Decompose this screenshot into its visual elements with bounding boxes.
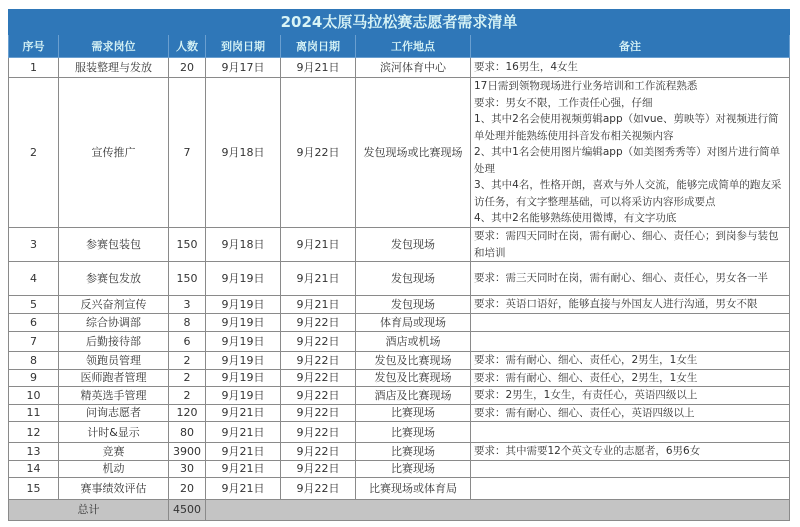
cell-notes (471, 296, 790, 314)
table-row (9, 460, 790, 477)
cell-notes (471, 332, 790, 352)
cell-count: 20 (169, 477, 206, 499)
cell-leave: 9月22日 (281, 387, 356, 405)
cell-notes (471, 477, 790, 499)
cell-notes (471, 228, 790, 262)
table-title: 2024太原马拉松赛志愿者需求清单 (9, 10, 790, 35)
total-empty (206, 499, 790, 520)
cell-role: 参赛包发放 (59, 262, 169, 296)
cell-arrive: 9月19日 (206, 314, 281, 332)
table-row (9, 477, 790, 499)
cell-leave: 9月22日 (281, 422, 356, 443)
cell-role: 医师跑者管理 (59, 369, 169, 387)
cell-role: 宣传推广 (59, 78, 169, 228)
cell-count: 120 (169, 404, 206, 422)
cell-place: 发包现场或比赛现场 (356, 78, 471, 228)
cell-arrive: 9月17日 (206, 58, 281, 78)
cell-notes (471, 262, 790, 296)
note-line: 2、其中1名会使用图片编辑app（如美图秀秀等）对图片进行简单处理 (474, 146, 781, 175)
total-row (9, 499, 790, 520)
cell-role: 问询志愿者 (59, 404, 169, 422)
cell-place: 发包及比赛现场 (356, 369, 471, 387)
cell-count: 7 (169, 78, 206, 228)
total-label: 总计 (9, 499, 169, 520)
table-row (9, 262, 790, 296)
cell-notes (471, 78, 790, 228)
cell-place: 滨河体育中心 (356, 58, 471, 78)
cell-place: 发包现场 (356, 296, 471, 314)
cell-notes (471, 443, 790, 461)
cell-no: 2 (9, 78, 59, 228)
cell-arrive: 9月21日 (206, 477, 281, 499)
column-header-no: 序号 (9, 35, 59, 58)
cell-role: 反兴奋剂宣传 (59, 296, 169, 314)
cell-leave: 9月22日 (281, 460, 356, 477)
table-row (9, 422, 790, 443)
cell-role: 参赛包装包 (59, 228, 169, 262)
cell-place: 体育局或现场 (356, 314, 471, 332)
cell-notes (471, 369, 790, 387)
note-line: 要求：2男生，1女生，有责任心，英语四级以上 (474, 389, 698, 401)
cell-count: 6 (169, 332, 206, 352)
cell-count: 150 (169, 228, 206, 262)
column-header-count: 人数 (169, 35, 206, 58)
cell-role: 综合协调部 (59, 314, 169, 332)
cell-place: 发包现场 (356, 262, 471, 296)
cell-leave: 9月22日 (281, 78, 356, 228)
cell-leave: 9月22日 (281, 477, 356, 499)
cell-no: 3 (9, 228, 59, 262)
cell-count: 3900 (169, 443, 206, 461)
cell-arrive: 9月18日 (206, 78, 281, 228)
table-row (9, 296, 790, 314)
cell-leave: 9月22日 (281, 369, 356, 387)
cell-role: 计时&显示 (59, 422, 169, 443)
cell-no: 8 (9, 352, 59, 370)
cell-place: 比赛现场 (356, 460, 471, 477)
cell-leave: 9月21日 (281, 228, 356, 262)
table-row (9, 443, 790, 461)
cell-count: 2 (169, 352, 206, 370)
note-line: 要求：需有耐心、细心、责任心，2男生，1女生 (474, 354, 698, 366)
cell-role: 服装整理与发放 (59, 58, 169, 78)
cell-role: 机动 (59, 460, 169, 477)
cell-role: 领跑员管理 (59, 352, 169, 370)
note-line: 1、其中2名会使用视频剪辑app（如vue、剪映等）对视频进行简单处理并能熟练使用抖音发布相关视频内容 (474, 113, 779, 142)
cell-no: 4 (9, 262, 59, 296)
cell-notes (471, 404, 790, 422)
table-row (9, 78, 790, 228)
cell-arrive: 9月19日 (206, 332, 281, 352)
cell-role: 后勤接待部 (59, 332, 169, 352)
table-row (9, 404, 790, 422)
cell-count: 3 (169, 296, 206, 314)
cell-role: 精英选手管理 (59, 387, 169, 405)
cell-leave: 9月21日 (281, 296, 356, 314)
total-count: 4500 (169, 499, 206, 520)
table-row (9, 58, 790, 78)
cell-role: 竞赛 (59, 443, 169, 461)
table-row (9, 314, 790, 332)
cell-count: 2 (169, 387, 206, 405)
cell-leave: 9月21日 (281, 58, 356, 78)
column-header-role: 需求岗位 (59, 35, 169, 58)
cell-no: 10 (9, 387, 59, 405)
cell-notes (471, 58, 790, 78)
note-line: 要求：英语口语好，能够直接与外国友人进行沟通，男女不限 (474, 298, 758, 311)
note-line: 要求：需有耐心、细心、责任心，英语四级以上 (474, 406, 695, 419)
volunteer-table (8, 9, 790, 521)
cell-count: 150 (169, 262, 206, 296)
note-line: 4、其中2名能够熟练使用微博，有文字功底 (474, 212, 677, 225)
cell-place: 比赛现场 (356, 404, 471, 422)
cell-no: 5 (9, 296, 59, 314)
cell-arrive: 9月19日 (206, 369, 281, 387)
cell-arrive: 9月19日 (206, 352, 281, 370)
cell-place: 比赛现场 (356, 422, 471, 443)
cell-leave: 9月22日 (281, 314, 356, 332)
cell-place: 酒店及比赛现场 (356, 387, 471, 405)
cell-notes (471, 314, 790, 332)
cell-no: 7 (9, 332, 59, 352)
note-line: 要求：其中需要12个英文专业的志愿者，6男6女 (474, 445, 701, 457)
cell-leave: 9月22日 (281, 352, 356, 370)
cell-count: 20 (169, 58, 206, 78)
cell-leave: 9月22日 (281, 332, 356, 352)
cell-count: 80 (169, 422, 206, 443)
table-row (9, 387, 790, 405)
note-line: 3、其中4名，性格开朗，喜欢与外人交流，能够完成简单的跑友采访任务，有文字整理基础，可以将采访内容形成要点 (474, 179, 782, 208)
table-row (9, 352, 790, 370)
cell-place: 发包现场 (356, 228, 471, 262)
cell-arrive: 9月21日 (206, 460, 281, 477)
table-row (9, 369, 790, 387)
cell-notes (471, 422, 790, 443)
cell-leave: 9月22日 (281, 404, 356, 422)
cell-notes (471, 460, 790, 477)
cell-notes (471, 387, 790, 405)
cell-no: 11 (9, 404, 59, 422)
cell-arrive: 9月19日 (206, 296, 281, 314)
cell-no: 13 (9, 443, 59, 461)
cell-no: 15 (9, 477, 59, 499)
column-header-leave: 离岗日期 (281, 35, 356, 58)
cell-no: 9 (9, 369, 59, 387)
cell-leave: 9月21日 (281, 262, 356, 296)
note-line: 要求：男女不限，工作责任心强，仔细 (474, 96, 653, 109)
note-line: 要求：需四天同时在岗，需有耐心、细心、责任心；到岗参与装包和培训 (474, 230, 779, 259)
cell-place: 发包及比赛现场 (356, 352, 471, 370)
cell-arrive: 9月21日 (206, 422, 281, 443)
cell-arrive: 9月19日 (206, 262, 281, 296)
column-header-arrive: 到岗日期 (206, 35, 281, 58)
cell-count: 2 (169, 369, 206, 387)
cell-leave: 9月22日 (281, 443, 356, 461)
table-row (9, 228, 790, 262)
column-header-notes: 备注 (471, 35, 790, 58)
cell-arrive: 9月18日 (206, 228, 281, 262)
cell-arrive: 9月21日 (206, 404, 281, 422)
cell-place: 比赛现场 (356, 443, 471, 461)
table-row (9, 332, 790, 352)
cell-role: 赛事绩效评估 (59, 477, 169, 499)
cell-notes (471, 352, 790, 370)
cell-place: 比赛现场或体育局 (356, 477, 471, 499)
note-line: 要求：需有耐心、细心、责任心，2男生，1女生 (474, 371, 698, 384)
cell-count: 30 (169, 460, 206, 477)
cell-place: 酒店或机场 (356, 332, 471, 352)
cell-count: 8 (169, 314, 206, 332)
note-line: 要求：需三天同时在岗，需有耐心、细心、责任心，男女各一半 (474, 272, 768, 285)
note-line: 要求：16男生，4女生 (474, 61, 579, 74)
cell-arrive: 9月19日 (206, 387, 281, 405)
note-line: 17日需到领物现场进行业务培训和工作流程熟悉 (474, 80, 698, 93)
cell-arrive: 9月21日 (206, 443, 281, 461)
cell-no: 12 (9, 422, 59, 443)
cell-no: 14 (9, 460, 59, 477)
cell-no: 6 (9, 314, 59, 332)
cell-no: 1 (9, 58, 59, 78)
column-header-place: 工作地点 (356, 35, 471, 58)
